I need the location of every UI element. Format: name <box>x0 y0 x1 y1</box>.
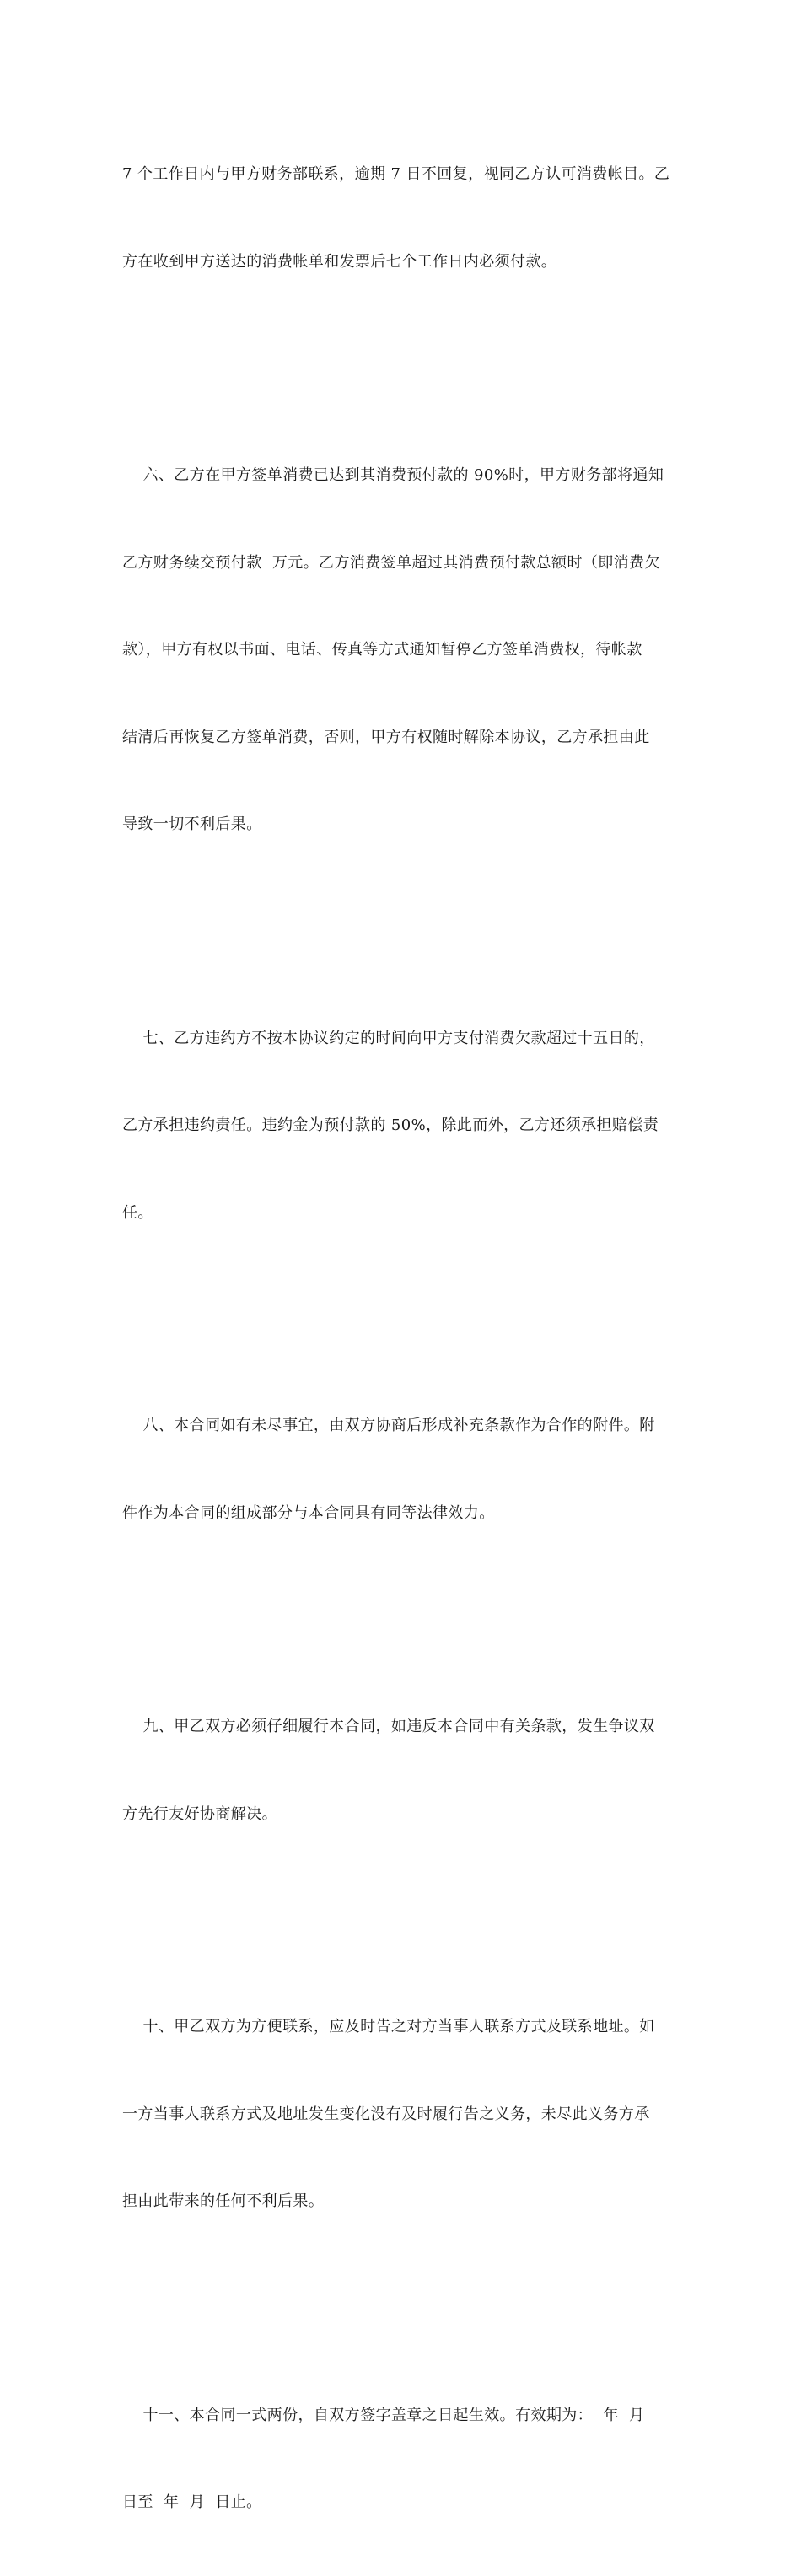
text-line: 七、乙方违约方不按本协议约定的时间向甲方支付消费欠款超过十五日的， <box>122 1029 655 1047</box>
text-line: 一方当事人联系方式及地址发生变化没有及时履行告之义务，未尽此义务方承 <box>122 2105 650 2123</box>
paragraph-gap <box>122 1286 683 1353</box>
text-line: 任。 <box>122 1203 153 1222</box>
text-line: 日至 年 月 日止。 <box>122 2493 262 2511</box>
paragraph-gap <box>122 898 683 966</box>
text-line: 六、乙方在甲方签单消费已达到其消费预付款的 90%时，甲方财务部将通知 <box>122 466 664 484</box>
text-line: 八、本合同如有未尽事宜，由双方协商后形成补充条款作为合作的附件。附 <box>122 1417 655 1434</box>
text-line: 件作为本合同的组成部分与本合同具有同等法律效力。 <box>122 1503 495 1522</box>
text-line: 十、甲乙双方为方便联系，应及时告之对方当事人联系方式及联系地址。如 <box>122 2018 655 2036</box>
paragraph-clause-9 <box>122 1654 683 1887</box>
text-line: 乙方财务续交预付款 万元。乙方消费签单超过其消费预付款总额时（即消费欠 <box>122 553 660 572</box>
text-line: 担由此带来的任何不利后果。 <box>122 2192 325 2210</box>
paragraph-clause-10 <box>122 1955 683 2275</box>
text-line: 方先行友好协商解决。 <box>122 1804 277 1823</box>
paragraph-continuation <box>122 102 683 335</box>
paragraph-clause-6 <box>122 403 683 898</box>
text-line: 导致一切不利后果。 <box>122 815 262 833</box>
text-line: 十一、本合同一式两份，自双方签字盖章之日起生效。有效期为： 年 月 <box>122 2406 645 2424</box>
text-line: 7 个工作日内与甲方财务部联系，逾期 7 日不回复，视同乙方认可消费帐目。乙 <box>122 165 670 183</box>
paragraph-gap <box>122 335 683 403</box>
paragraph-clause-7 <box>122 966 683 1287</box>
text-line: 方在收到甲方送达的消费帐单和发票后七个工作日内必须付款。 <box>122 252 557 271</box>
paragraph-gap <box>122 1586 683 1654</box>
text-line: 款），甲方有权以书面、电话、传真等方式通知暂停乙方签单消费权，待帐款 <box>122 641 642 659</box>
paragraph-clause-8 <box>122 1353 683 1586</box>
paragraph-gap <box>122 1887 683 1955</box>
paragraph-clause-11 <box>122 2343 683 2576</box>
text-line: 九、甲乙双方必须仔细履行本合同，如违反本合同中有关条款，发生争议双 <box>122 1718 655 1735</box>
text-line: 结清后再恢复乙方签单消费，否则，甲方有权随时解除本协议，乙方承担由此 <box>122 728 650 746</box>
paragraph-gap <box>122 2275 683 2343</box>
document-page <box>122 102 683 2576</box>
text-line: 乙方承担违约责任。违约金为预付款的 50%，除此而外，乙方还须承担赔偿责 <box>122 1116 659 1134</box>
